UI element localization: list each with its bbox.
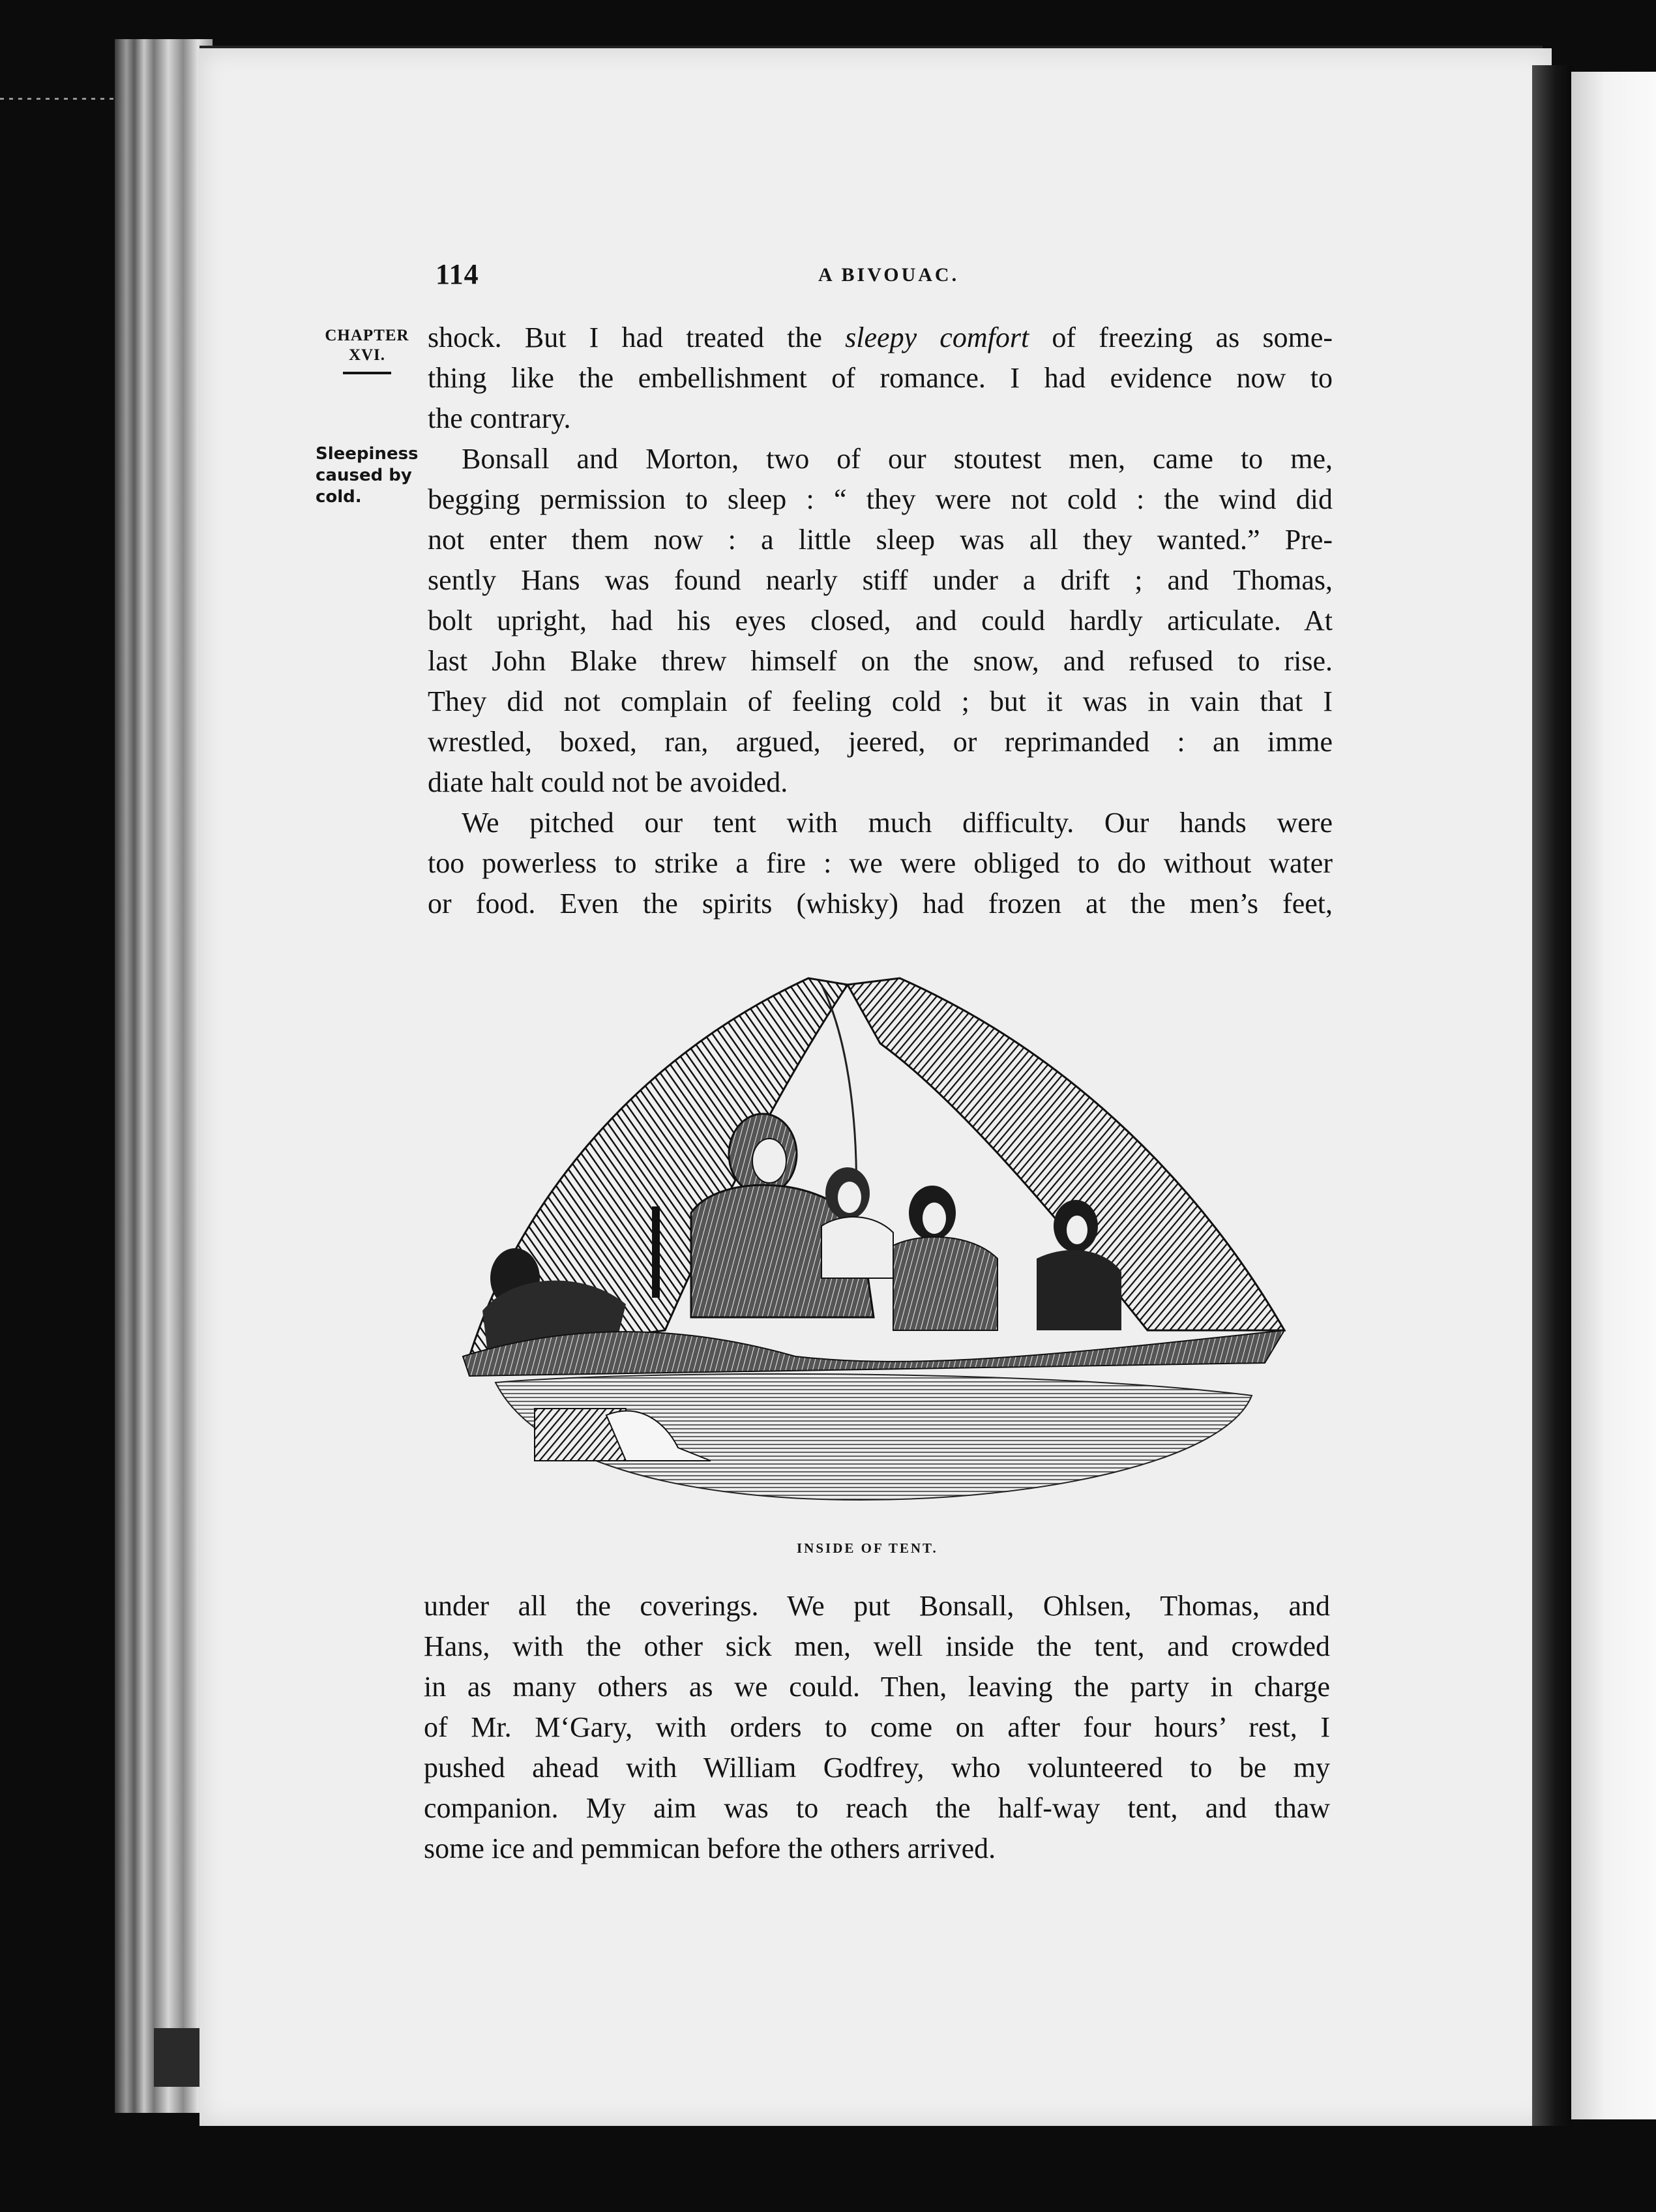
text-line: under all the coverings. We put Bonsall, Ohlsen, Thomas, and <box>424 1590 1330 1622</box>
text-line: pushed ahead with William Godfrey, who volunteered to be my <box>424 1752 1330 1784</box>
running-head: A BIVOUAC. <box>818 264 960 286</box>
body-text-lower <box>424 1586 1330 1869</box>
tent-pole <box>652 1206 660 1298</box>
text-line: wrestled, boxed, ran, argued, jeered, or reprimanded : an imme <box>428 726 1333 758</box>
text-line: too powerless to strike a fire : we were obliged to do without water <box>428 847 1333 879</box>
figure-center-small <box>821 1167 893 1278</box>
text-line: of Mr. M‘Gary, with orders to come on after four hours’ rest, I <box>424 1711 1330 1743</box>
facing-page-edge <box>1571 72 1656 2119</box>
margin-sidenote: Sleepiness caused by cold. <box>316 444 419 507</box>
book-gutter <box>1532 65 1571 2126</box>
body-text-upper <box>428 318 1333 924</box>
figure-center-right <box>893 1186 998 1330</box>
figure-caption: INSIDE OF TENT. <box>797 1540 938 1556</box>
text-line: last John Blake threw himself on the snow, and refused to rise. <box>428 645 1333 677</box>
text-line: sently Hans was found nearly stiff under a drift ; and Thomas, <box>428 564 1333 596</box>
text-line: Bonsall and Morton, two of our stoutest men, came to me, <box>462 443 1333 475</box>
text-line: in as many others as we could. Then, leaving the party in charge <box>424 1671 1330 1703</box>
text-line: diate halt could not be avoided. <box>428 766 788 798</box>
chapter-number: XVI. <box>348 346 386 364</box>
text-line: shock. But I had treated the sleepy comfort of freezing as some- <box>428 321 1333 353</box>
text-line: or food. Even the spirits (whisky) had frozen at the men’s feet, <box>428 888 1333 919</box>
text-line: not enter them now : a little sleep was all they wanted.” Pre- <box>428 524 1333 556</box>
text-line: bolt upright, had his eyes closed, and could hardly articulate. At <box>428 605 1333 636</box>
text-line: begging permission to sleep : “ they were not cold : the wind did <box>428 483 1333 515</box>
text-line: the contrary. <box>428 402 571 434</box>
chapter-marker <box>318 326 416 374</box>
chapter-label: CHAPTER <box>325 327 409 344</box>
chapter-rule <box>343 372 391 374</box>
text-line: Hans, with the other sick men, well inside the tent, and crowded <box>424 1630 1330 1662</box>
text-line: companion. My aim was to reach the half-way tent, and thaw <box>424 1792 1330 1824</box>
text-line: They did not complain of feeling cold ; but it was in vain that I <box>428 685 1333 717</box>
text-line: thing like the embellishment of romance. I had evidence now to <box>428 362 1333 394</box>
page-number: 114 <box>436 258 479 290</box>
text-line: some ice and pemmican before the others arrived. <box>424 1832 996 1864</box>
page-stack-edge <box>115 39 213 2113</box>
italic-phrase: sleepy comfort <box>845 321 1029 353</box>
fur-bedding <box>463 1330 1284 1376</box>
tent-illustration <box>456 965 1297 1513</box>
text-line: We pitched our tent with much difficulty. Our hands were <box>462 807 1333 839</box>
